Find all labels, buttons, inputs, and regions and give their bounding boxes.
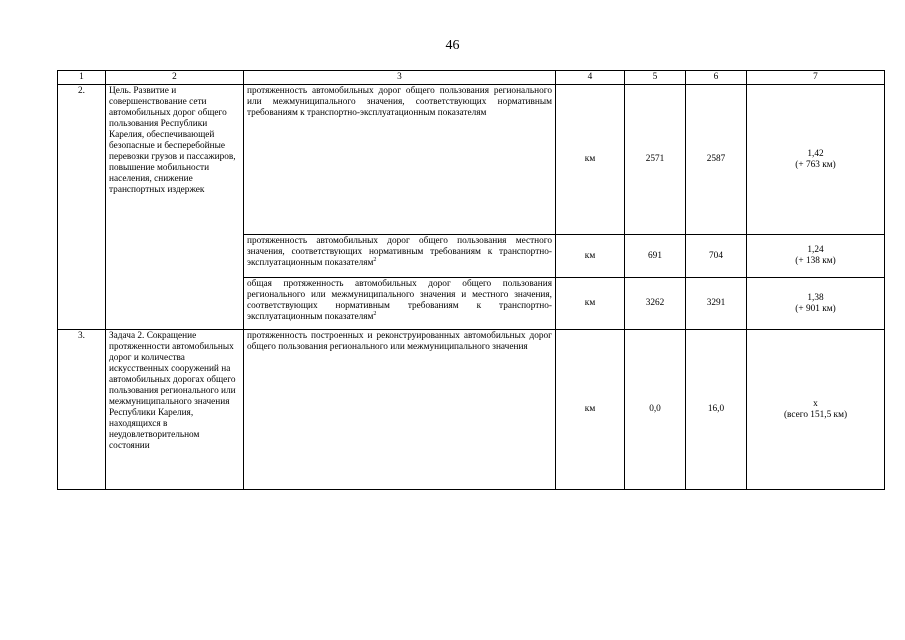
value-col7-line1: х — [813, 398, 818, 409]
value-col6: 16,0 — [686, 330, 747, 490]
value-col7-line2: (+ 763 км) — [795, 159, 836, 170]
header-cell-3: 3 — [244, 71, 556, 85]
footnote-marker: 2 — [373, 310, 377, 317]
unit-cell: км — [556, 235, 625, 278]
indicator-text — [244, 278, 556, 330]
indicator-text — [244, 330, 556, 490]
value-col7-line1: 1,38 — [807, 292, 824, 303]
indicator-text-body: общая протяженность автомобильных дорог общего пользования регионального или межмуниципального значения и местного значения, соответствующих нормативным требованиям к транспортно-эксплуатационным показателям — [247, 279, 552, 322]
value-col6: 2587 — [686, 85, 747, 235]
unit-cell: км — [556, 330, 625, 490]
indicator-text — [244, 235, 556, 278]
value-col7 — [747, 85, 885, 235]
indicator-text — [244, 85, 556, 235]
goal-text: Задача 2. Сокращение протяженности автомобильных дорог и количества искусственных сооружений на автомобильных дорогах общего пользования регионального или межмуниципального значения Республики Карелия, находящихся в неудовлетворительном состоянии — [106, 330, 244, 490]
header-cell-1: 1 — [58, 71, 106, 85]
table-header-row — [58, 71, 885, 85]
row-number: 3. — [58, 330, 106, 490]
value-col7-line1: 1,24 — [807, 245, 824, 256]
indicator-text-body: протяженность построенных и реконструированных автомобильных дорог общего пользования регионального или межмуниципального значения — [247, 331, 552, 352]
value-col6: 3291 — [686, 278, 747, 330]
value-col7-line1: 1,42 — [807, 148, 824, 159]
value-col7 — [747, 278, 885, 330]
header-cell-6: 6 — [686, 71, 747, 85]
value-col7-line2: (+ 138 км) — [795, 256, 836, 266]
table-row — [58, 85, 885, 235]
indicators-table — [57, 70, 885, 490]
row-number: 2. — [58, 85, 106, 330]
header-cell-2: 2 — [106, 71, 244, 85]
page-number: 46 — [445, 38, 460, 53]
value-col5: 691 — [625, 235, 686, 278]
value-col5: 2571 — [625, 85, 686, 235]
footnote-marker: 2 — [373, 256, 377, 263]
indicator-text-body: протяженность автомобильных дорог общего пользования местного значения, соответствующих нормативным требованиям к транспортно-эксплуатационным показателям — [247, 236, 552, 268]
value-col6: 704 — [686, 235, 747, 278]
value-col7-line2: (всего 151,5 км) — [783, 409, 848, 420]
goal-text: Цель. Развитие и совершенствование сети автомобильных дорог общего пользования Республики Карелия, обеспечивающей безопасные и бесперебойные перевозки грузов и пассажиров, повышение мобильности населения, снижение транспортных издержек — [106, 85, 244, 330]
table-row — [58, 330, 885, 490]
value-col5: 3262 — [625, 278, 686, 330]
value-col7-line2: (+ 901 км) — [795, 303, 836, 314]
value-col5: 0,0 — [625, 330, 686, 490]
header-cell-5: 5 — [625, 71, 686, 85]
indicator-text-body: протяженность автомобильных дорог общего пользования регионального или межмуниципального значения, соответствующих нормативным требованиям к транспортно-эксплуатационным показателям — [247, 86, 552, 118]
value-col7 — [747, 235, 885, 278]
value-col7 — [747, 330, 885, 490]
header-cell-4: 4 — [556, 71, 625, 85]
unit-cell: км — [556, 278, 625, 330]
header-cell-7: 7 — [747, 71, 885, 85]
unit-cell: км — [556, 85, 625, 235]
